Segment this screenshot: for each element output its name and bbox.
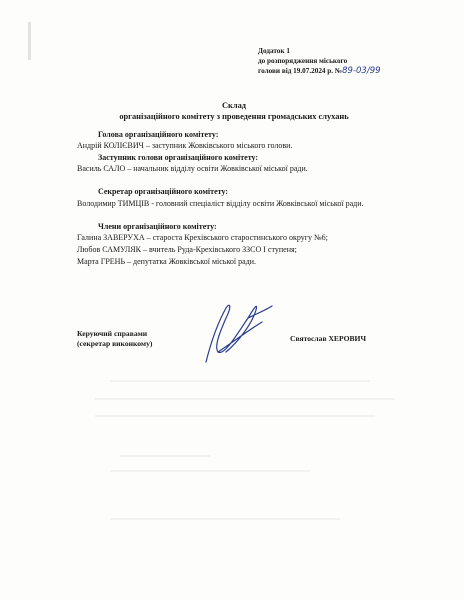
appendix-order-label: до розпорядження міського (258, 57, 348, 65)
secretary-entry: Володимир ТИМЦІВ - головний спеціаліст відділу освіти Жовківської міської ради. (77, 199, 364, 208)
deputy-heading: Заступник голови організаційного комітету: (98, 153, 259, 162)
signatory-role-line-1: Керуючий справами (77, 329, 148, 338)
member-entry: Галина ЗАВЕРУХА – староста Крехівського старостинського округу №6; (77, 233, 328, 242)
secretary-heading: Секретар організаційного комітету: (98, 187, 229, 196)
order-number-handwritten: 89-03/99 (342, 66, 381, 76)
bleed-through-artifact (120, 455, 210, 457)
bleed-through-artifact (95, 415, 375, 417)
signatory-role (77, 329, 152, 349)
chair-entry: Андрій КОЛІЄВИЧ – заступник Жовківського міського голови. (77, 141, 293, 150)
title-line-2: організаційного комітету з проведення громадських слухань (119, 112, 349, 121)
order-date-text: голови від 19.07.2024 р. № (258, 67, 343, 75)
bleed-through-artifact (110, 470, 310, 472)
appendix-number: Додаток 1 (258, 47, 290, 55)
bleed-through-artifact (110, 380, 370, 382)
chair-heading: Голова організаційного комітету: (98, 130, 219, 139)
signatory-name: Святослав ХЕРОВИЧ (290, 334, 367, 343)
handwritten-signature (196, 296, 276, 366)
scan-edge-artifact (28, 22, 31, 60)
title-line-1: Склад (222, 101, 246, 110)
member-entry: Марта ГРЕНЬ – депутатка Жовківської міської ради. (77, 257, 257, 266)
deputy-entry: Василь САЛО – начальник відділу освіти Жовківської міської ради. (77, 164, 308, 173)
bleed-through-artifact (110, 518, 340, 520)
document-title (40, 100, 428, 122)
member-entry: Любов САМУЛЯК – вчитель Руда-Крехівського ЗЗСО І ступеня; (77, 245, 297, 254)
members-heading: Члени організаційного комітету: (98, 222, 217, 231)
appendix-reference (258, 46, 408, 76)
signatory-role-line-2: (секретар виконкому) (77, 339, 153, 348)
bleed-through-artifact (95, 398, 395, 400)
appendix-order-date (258, 66, 408, 76)
